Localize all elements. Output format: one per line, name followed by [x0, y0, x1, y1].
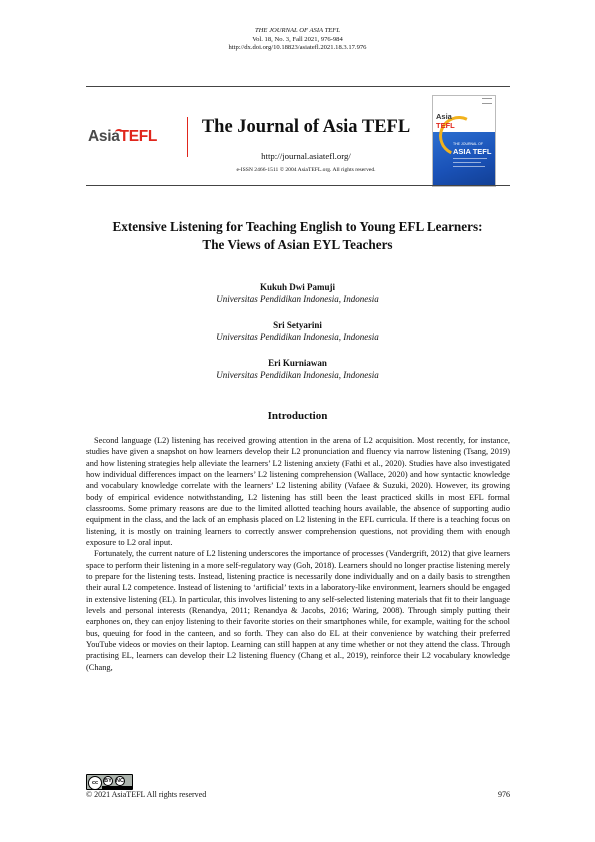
cover-logo-tefl: TEFL: [436, 121, 455, 130]
cover-text-line: [453, 162, 481, 163]
author-name: Eri Kurniawan: [268, 358, 327, 368]
logo-arc-icon: [115, 129, 123, 135]
body-paragraph: Second language (L2) listening has received growing attention in the arena of L2 acquisition. Most recently, for instance, studies have given a snapshot on how learners develop their L2 pronunciation and fluency via narrow listening (Tsang, 2019) and how listening strategies help alleviate the learners’ L2 listening anxiety (Fathi et al., 2020). Studies have also investigated how individual differences impact on the learners’ L2 listening comprehension (Wallace, 2020) and how syntactic knowledge and vocabulary knowledge correlate with the learners’ L2 listening ability (Vafaee & Suzuki, 2020). However, its growing body of empirical evidence notwithstanding, L2 listening has still been the least practiced skills in most EFL formal classrooms. Some primary reasons are due to the limited allotted teaching hours available, the absence of supporting audio equipment in the class, and the lack of an emphasis placed on L2 listening in the EFL curricula. If there is a teaching focus on listening, it is mostly on training learners to correctly answer comprehension questions, not providing them with enough exposure to L2 oral input.: [86, 436, 510, 547]
header-top-rule: [86, 86, 510, 87]
cover-logo: [436, 112, 455, 130]
page-number: 976: [498, 790, 510, 799]
logo-asia-text: Asia: [88, 128, 120, 145]
cover-text-line: [453, 166, 485, 167]
running-head: [0, 27, 595, 53]
masthead-issn: e-ISSN 2466-1511 © 2004 AsiaTEFL.org. All rights reserved.: [236, 167, 376, 173]
attribution-icon: BY: [104, 778, 112, 784]
masthead-url[interactable]: http://journal.asiatefl.org/: [261, 151, 351, 161]
cover-logo-asia: Asia: [436, 112, 452, 121]
footer-copyright: © 2021 AsiaTEFL All rights reserved: [86, 790, 207, 799]
running-head-doi[interactable]: http://dx.doi.org/10.18823/asiatefl.2021.18.3.17.976: [228, 44, 367, 52]
article-title: [80, 218, 515, 254]
author-name: Sri Setyarini: [273, 320, 322, 330]
author-affiliation: Universitas Pendidikan Indonesia, Indonesia: [216, 332, 379, 342]
cover-subtitle: THE JOURNAL OF: [453, 142, 484, 146]
asia-tefl-logo: [88, 128, 184, 158]
running-head-journal: THE JOURNAL OF ASIA TEFL: [255, 27, 340, 34]
running-head-issue: Vol. 18, No. 3, Fall 2021, 976-984: [252, 35, 343, 43]
masthead-title: The Journal of Asia TEFL: [201, 117, 411, 137]
noncommercial-icon: NC: [116, 778, 124, 784]
author-affiliation: Universitas Pendidikan Indonesia, Indonesia: [216, 294, 379, 304]
article-title-line: Extensive Listening for Teaching English to Young EFL Learners:: [112, 219, 483, 234]
article-title-line: The Views of Asian EYL Teachers: [202, 237, 393, 252]
body-paragraph: Fortunately, the current nature of L2 listening underscores the importance of processes (Vandergrift, 2012) that give learners space to perform their listening in a more self-regulatory way (Goh, 2018). Learners should no longer practise listening merely to prepare for the listening tests. Instead, listening practice is necessarily done individually and on a daily basis to strengthen their aural L2 competence. Instead of listening to ‘artificial’ texts in a laboratory-like environment, learners should be engaged in extensive listening (EL). In particular, this involves listening to any self-selected listening materials that fit to their language levels and personal interests (Renandya, 2011; Renandya & Jacobs, 2016; Waring, 2008). Through simply putting their earphones on, they can enjoy listening to their favorite stories on their smartphones while, for example, waiting for the school bus, queuing for food in the canteen, and so forth. They can also do EL at their convenience by watching their preferred YouTube videos or movies on their laptop. Learning can still happen at any time whether or not they attend the class. Through practising EL, learners can develop their L2 listening fluency (Chang et al., 2019), reinforce their L2 vocabulary knowledge (Chang,: [86, 549, 510, 672]
cc-icon: cc: [88, 776, 102, 790]
cover-text-line: [453, 158, 487, 159]
cover-corner-mark: [482, 98, 492, 104]
header-bottom-rule: [86, 185, 510, 186]
section-heading: Introduction: [267, 410, 328, 422]
author-name: Kukuh Dwi Pamuji: [259, 282, 336, 292]
license-bar: [102, 786, 132, 789]
journal-cover-thumbnail: [432, 95, 496, 187]
body-text: [86, 435, 510, 673]
logo-tefl-text: TEFL: [119, 128, 158, 145]
author-affiliation: Universitas Pendidikan Indonesia, Indonesia: [216, 370, 379, 380]
cover-title: ASIA TEFL: [453, 147, 492, 156]
cc-license-badge[interactable]: [86, 774, 133, 790]
